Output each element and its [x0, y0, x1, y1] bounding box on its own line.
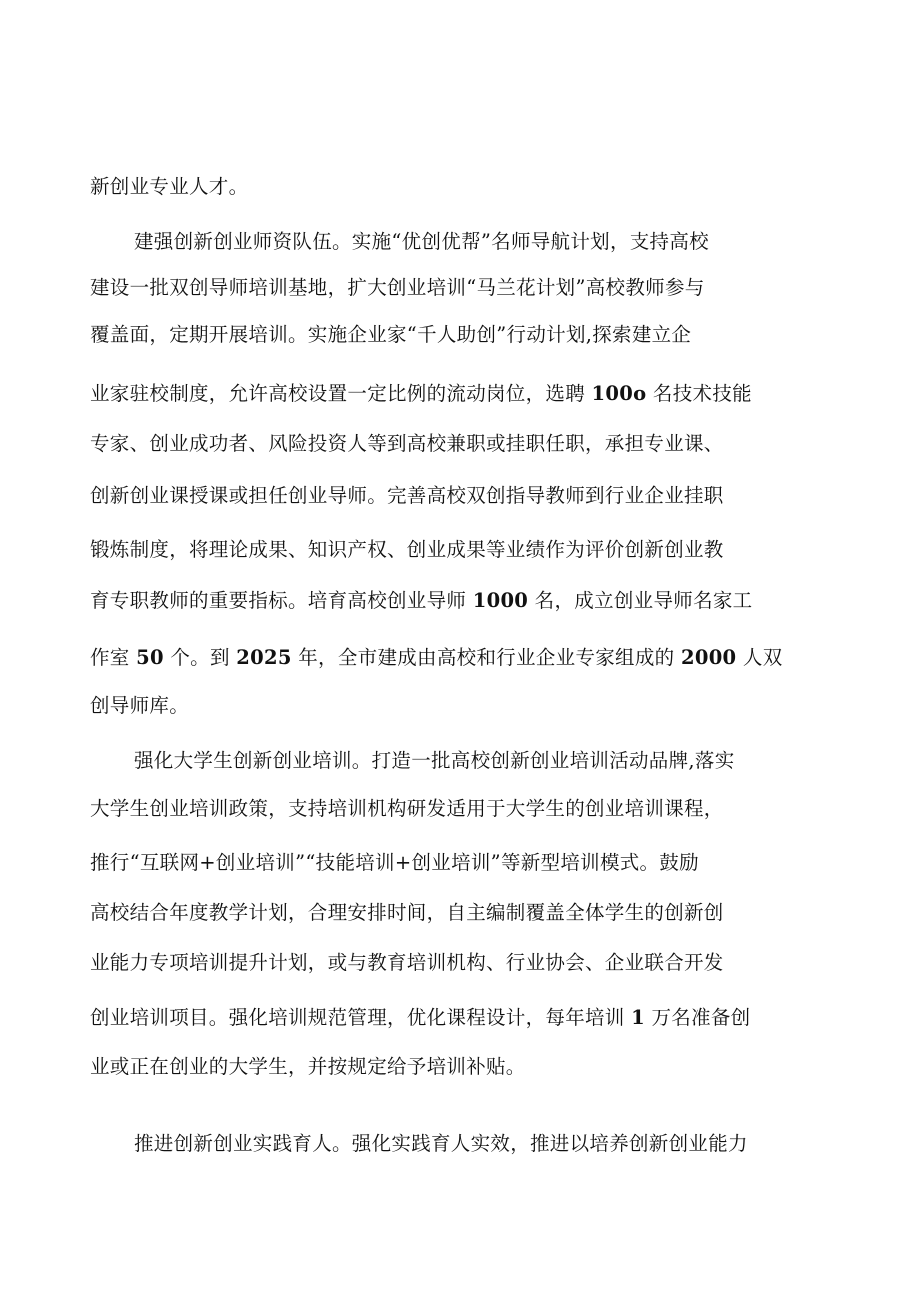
bold-number: 2025 [236, 646, 292, 669]
bold-number: 50 [136, 646, 164, 669]
text-segment: 名技术技能 [646, 382, 752, 405]
text-line [90, 900, 850, 926]
text-segment: 新创业专业人才。 [90, 175, 249, 198]
text-line [90, 850, 850, 876]
text-line [90, 645, 850, 671]
text-line [90, 1005, 850, 1031]
text-segment: 业家驻校制度，允许高校设置一定比例的流动岗位，选聘 [90, 382, 592, 405]
text-segment: 专家、创业成功者、风险投资人等到高校兼职或挂职任职，承担专业课、 [90, 432, 724, 455]
text-line [90, 950, 850, 976]
text-line [90, 174, 850, 200]
text-segment: 创导师库。 [90, 694, 190, 717]
text-segment: 创业培训项目。强化培训规范管理，优化课程设计，每年培训 [90, 1006, 632, 1029]
text-segment: 覆盖面，定期开展培训。实施企业家“千人助创”行动计划,探索建立企 [90, 323, 692, 346]
text-line [90, 381, 850, 407]
text-segment: 人双 [736, 646, 783, 669]
text-line [90, 537, 850, 563]
text-line [90, 483, 850, 509]
text-segment: 锻炼制度，将理论成果、知识产权、创业成果等业绩作为评价创新创业教 [90, 538, 724, 561]
bold-number: 1000 [472, 589, 529, 612]
text-line [134, 229, 894, 255]
text-segment: 育专职教师的重要指标。培育高校创业导师 [90, 589, 473, 612]
text-segment: 作室 [90, 646, 137, 669]
text-segment: 个。到 [163, 646, 237, 669]
text-segment: 建强创新创业师资队伍。实施“优创优帮”名师导航计划，支持高校 [134, 230, 709, 253]
text-segment: 年，全市建成由高校和行业企业专家组成的 [291, 646, 681, 669]
text-line [90, 796, 850, 822]
text-line [90, 275, 850, 301]
text-segment: 推进创新创业实践育人。强化实践育人实效，推进以培养创新创业能力 [134, 1132, 748, 1155]
bold-number: 2000 [680, 646, 737, 669]
text-line [134, 748, 894, 774]
text-segment: 大学生创业培训政策，支持培训机构研发适用于大学生的创业培训课程， [90, 797, 724, 820]
text-segment: 名，成立创业导师名家工 [528, 589, 753, 612]
text-segment: 业能力专项培训提升计划，或与教育培训机构、行业协会、企业联合开发 [90, 951, 724, 974]
text-segment: 高校结合年度教学计划，合理安排时间，自主编制覆盖全体学生的创新创 [90, 901, 724, 924]
text-segment: 万名准备创 [644, 1006, 751, 1029]
bold-number: 100o [591, 382, 647, 405]
text-line [90, 431, 850, 457]
text-line [90, 588, 850, 614]
text-segment: 建设一批双创导师培训基地，扩大创业培训“马兰花计划”高校教师参与 [90, 276, 705, 299]
text-segment: 创新创业课授课或担任创业导师。完善高校双创指导教师到行业企业挂职 [90, 484, 724, 507]
text-segment: 强化大学生创新创业培训。打造一批高校创新创业培训活动品牌,落实 [134, 749, 735, 772]
text-line [90, 693, 850, 719]
text-line [134, 1131, 894, 1157]
text-line [90, 322, 850, 348]
text-segment: 业或正在创业的大学生，并按规定给予培训补贴。 [90, 1055, 526, 1078]
bold-number: 1 [631, 1006, 645, 1029]
text-line [90, 1054, 850, 1080]
text-segment: 推行“互联网+创业培训”“技能培训+创业培训”等新型培训模式。鼓励 [90, 851, 699, 874]
